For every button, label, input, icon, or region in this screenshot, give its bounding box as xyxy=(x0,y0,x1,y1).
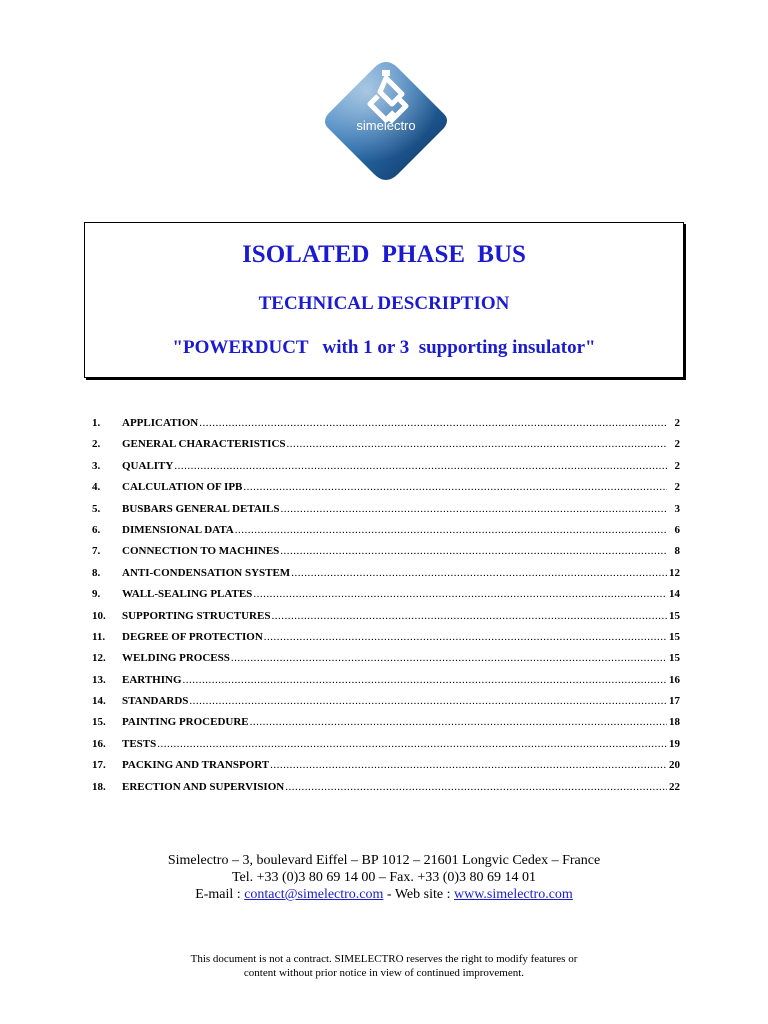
toc-label: BUSBARS GENERAL DETAILS xyxy=(122,502,280,515)
toc-entry[interactable] xyxy=(92,460,680,481)
toc-label: CALCULATION OF IPB xyxy=(122,481,243,494)
toc-number: 12. xyxy=(92,652,106,665)
logo-text: simelectro xyxy=(356,118,416,133)
title-box xyxy=(84,222,684,378)
toc-number: 16. xyxy=(92,737,106,750)
toc-label: WALL-SEALING PLATES xyxy=(122,588,253,601)
toc-entry[interactable] xyxy=(92,631,680,652)
toc-page-number: 2 xyxy=(674,481,680,494)
toc-label: PAINTING PROCEDURE xyxy=(122,716,249,729)
toc-page-number: 3 xyxy=(674,502,680,515)
contact-line xyxy=(0,886,768,903)
simelectro-logo xyxy=(318,58,454,186)
toc-number: 13. xyxy=(92,673,106,686)
toc-entry[interactable] xyxy=(92,417,680,438)
disclaimer-line: content without prior notice in view of continued improvement. xyxy=(243,967,525,979)
toc-label: ERECTION AND SUPERVISION xyxy=(122,780,285,793)
toc-leader-dots xyxy=(281,503,667,515)
toc-page-number: 17 xyxy=(669,695,680,708)
toc-leader-dots xyxy=(183,674,667,686)
toc-page-number: 12 xyxy=(669,566,680,579)
toc-number: 10. xyxy=(92,609,106,622)
toc-label: DEGREE OF PROTECTION xyxy=(122,630,263,643)
toc-entry[interactable] xyxy=(92,524,680,545)
toc-page-number: 2 xyxy=(674,438,680,451)
toc-page-number: 15 xyxy=(669,652,680,665)
toc-label: TESTS xyxy=(122,737,157,750)
toc-leader-dots xyxy=(174,460,667,472)
toc-number: 4. xyxy=(92,481,101,494)
toc-number: 11. xyxy=(92,630,106,643)
toc-leader-dots xyxy=(235,524,667,536)
toc-leader-dots xyxy=(291,567,667,579)
toc-number: 17. xyxy=(92,759,106,772)
toc-entry[interactable] xyxy=(92,503,680,524)
toc-label: PACKING AND TRANSPORT xyxy=(122,759,270,772)
toc-entry[interactable] xyxy=(92,481,680,502)
toc-leader-dots xyxy=(270,759,667,771)
toc-page-number: 18 xyxy=(669,716,680,729)
table-of-contents xyxy=(92,417,680,802)
toc-leader-dots xyxy=(285,781,667,793)
toc-page-number: 8 xyxy=(674,545,680,558)
toc-number: 18. xyxy=(92,780,106,793)
toc-number: 8. xyxy=(92,566,101,579)
toc-leader-dots xyxy=(280,545,667,557)
toc-leader-dots xyxy=(157,738,667,750)
phone-fax-line: Tel. +33 (0)3 80 69 14 00 – Fax. +33 (0)3 80 69 14 01 xyxy=(231,870,537,885)
toc-entry[interactable] xyxy=(92,545,680,566)
disclaimer-line: This document is not a contract. SIMELECTRO reserves the right to modify features or xyxy=(190,953,578,965)
toc-label: QUALITY xyxy=(122,459,174,472)
email-prefix: E-mail : xyxy=(195,887,245,902)
toc-page-number: 15 xyxy=(669,609,680,622)
toc-entry[interactable] xyxy=(92,610,680,631)
toc-entry[interactable] xyxy=(92,781,680,802)
toc-page-number: 2 xyxy=(674,459,680,472)
toc-entry[interactable] xyxy=(92,716,680,737)
toc-entry[interactable] xyxy=(92,567,680,588)
toc-label: EARTHING xyxy=(122,673,182,686)
toc-label: GENERAL CHARACTERISTICS xyxy=(122,438,286,451)
toc-leader-dots xyxy=(231,652,667,664)
toc-number: 15. xyxy=(92,716,106,729)
toc-label: APPLICATION xyxy=(122,417,199,429)
toc-label: SUPPORTING STRUCTURES xyxy=(122,609,271,622)
toc-entry[interactable] xyxy=(92,695,680,716)
web-prefix: - Web site : xyxy=(383,887,454,902)
toc-number: 2. xyxy=(92,438,101,451)
address-line: Simelectro – 3, boulevard Eiffel – BP 1012 – 21601 Longvic Cedex – France xyxy=(167,853,601,868)
toc-leader-dots xyxy=(271,610,667,622)
email-link[interactable]: contact@simelectro.com xyxy=(244,887,384,902)
toc-number: 7. xyxy=(92,545,101,558)
toc-page-number: 6 xyxy=(674,523,680,536)
toc-entry[interactable] xyxy=(92,674,680,695)
toc-page-number: 14 xyxy=(669,588,680,601)
toc-number: 9. xyxy=(92,588,101,601)
toc-number: 14. xyxy=(92,695,106,708)
toc-label: DIMENSIONAL DATA xyxy=(122,523,234,536)
toc-entry[interactable] xyxy=(92,759,680,780)
toc-label: ANTI-CONDENSATION SYSTEM xyxy=(122,566,291,579)
toc-entry[interactable] xyxy=(92,738,680,759)
toc-entry[interactable] xyxy=(92,438,680,459)
toc-leader-dots xyxy=(253,588,667,600)
toc-leader-dots xyxy=(189,695,667,707)
toc-leader-dots xyxy=(250,716,667,728)
toc-page-number: 19 xyxy=(669,737,680,750)
toc-label: WELDING PROCESS xyxy=(122,652,230,665)
company-address xyxy=(0,852,768,903)
disclaimer xyxy=(0,952,768,980)
toc-leader-dots xyxy=(264,631,667,643)
toc-leader-dots xyxy=(287,438,667,450)
toc-label: CONNECTION TO MACHINES xyxy=(122,545,280,558)
toc-page-number: 22 xyxy=(669,780,680,793)
toc-number: 3. xyxy=(92,459,101,472)
toc-leader-dots xyxy=(199,417,667,429)
toc-page-number: 16 xyxy=(669,673,680,686)
toc-entry[interactable] xyxy=(92,588,680,609)
toc-page-number: 15 xyxy=(669,630,680,643)
product-name: "POWERDUCT with 1 or 3 supporting insulator" xyxy=(172,337,596,358)
toc-entry[interactable] xyxy=(92,652,680,673)
toc-number: 1. xyxy=(92,417,101,429)
website-link[interactable]: www.simelectro.com xyxy=(453,887,573,902)
document-subtitle: TECHNICAL DESCRIPTION xyxy=(258,293,510,314)
document-title: ISOLATED PHASE BUS xyxy=(242,241,526,268)
toc-number: 6. xyxy=(92,523,101,536)
toc-number: 5. xyxy=(92,502,101,515)
toc-leader-dots xyxy=(243,481,667,493)
toc-page-number: 2 xyxy=(674,417,680,429)
toc-page-number: 20 xyxy=(669,759,680,772)
toc-label: STANDARDS xyxy=(122,695,189,708)
